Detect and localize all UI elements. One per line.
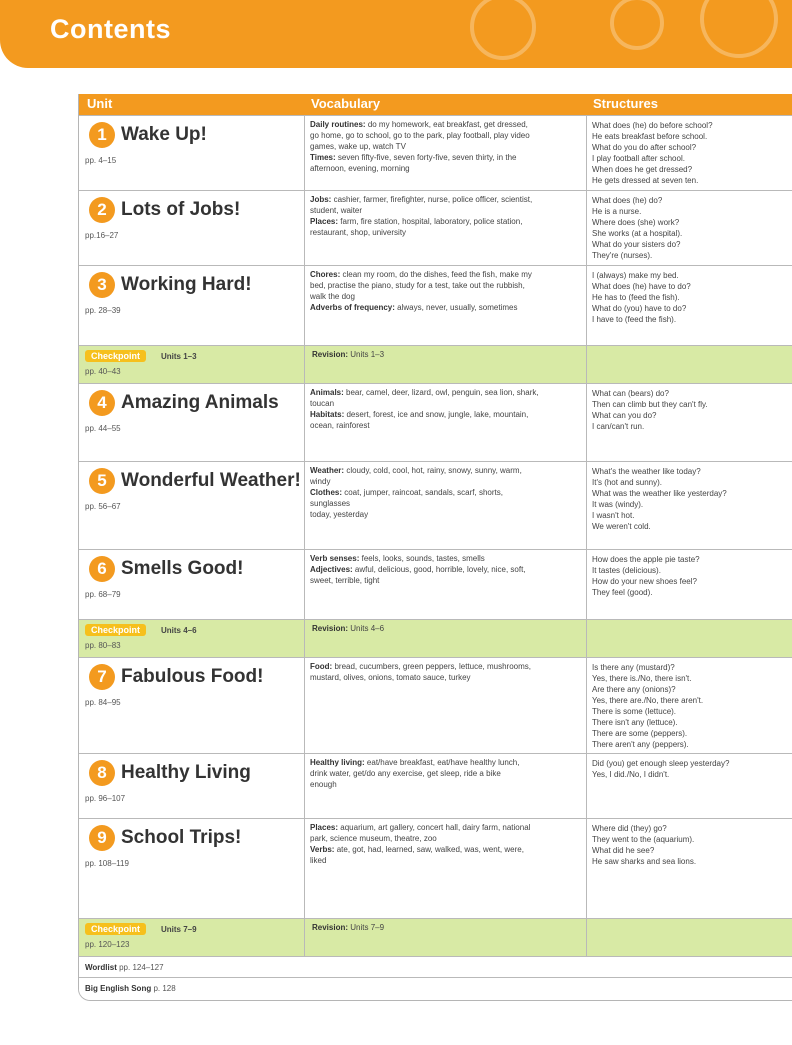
column-divider <box>586 919 587 957</box>
structure-line: He is a nurse. <box>592 207 642 216</box>
column-divider <box>304 550 305 620</box>
vocabulary-words: desert, forest, ice and snow, jungle, lake, mountain, <box>346 410 529 419</box>
vocabulary-category-label: Habitats: <box>310 410 345 419</box>
unit-title: Lots of Jobs! <box>121 199 241 220</box>
vocabulary-words: go home, go to school, go to the park, play football, play video <box>310 131 530 140</box>
vocabulary-words: enough <box>310 780 337 789</box>
vocabulary-line <box>310 409 582 420</box>
structure-line: He eats breakfast before school. <box>592 132 708 141</box>
checkpoint-badge: Checkpoint <box>85 350 146 362</box>
vocabulary-cell <box>310 119 582 174</box>
column-divider <box>586 658 587 754</box>
vocabulary-category-label: Verb senses: <box>310 554 360 563</box>
column-divider <box>586 191 587 266</box>
structure-line: What does (he) do? <box>592 196 663 205</box>
vocabulary-cell <box>310 387 582 431</box>
footer-label: Wordlist <box>85 963 117 972</box>
structure-line: They're (nurses). <box>592 251 653 260</box>
unit-title: Wake Up! <box>121 124 207 145</box>
song-entry <box>85 984 176 993</box>
unit-row <box>79 461 792 549</box>
unit-pages: pp. 84–95 <box>85 698 121 707</box>
contents-table <box>78 94 792 1001</box>
footer-row <box>79 977 792 1000</box>
column-divider <box>586 116 587 191</box>
vocabulary-words: mustard, olives, onions, tomato sauce, turkey <box>310 673 471 682</box>
unit-pages: pp. 44–55 <box>85 424 121 433</box>
structure-line: They went to the (aquarium). <box>592 835 695 844</box>
vocabulary-words: ate, got, had, learned, saw, walked, was, went, were, <box>336 845 524 854</box>
vocabulary-words: afternoon, evening, morning <box>310 164 410 173</box>
unit-pages: pp. 96–107 <box>85 794 126 803</box>
structures-cell <box>592 823 788 867</box>
structure-line: It was (windy). <box>592 500 644 509</box>
structure-line: He gets dressed at seven ten. <box>592 176 699 185</box>
vocabulary-cell <box>310 757 582 790</box>
header-banner <box>0 0 792 68</box>
vocabulary-category-label: Jobs: <box>310 195 332 204</box>
vocabulary-line <box>310 844 582 855</box>
unit-number-badge: 9 <box>89 825 115 851</box>
vocabulary-words: park, science museum, theatre, zoo <box>310 834 437 843</box>
vocabulary-category-label: Places: <box>310 217 339 226</box>
ring-decoration-icon <box>610 0 664 50</box>
vocabulary-line <box>310 779 582 790</box>
checkpoint-units: Units 7–9 <box>161 925 197 934</box>
revision-label: Revision: <box>312 624 349 633</box>
structures-cell <box>592 758 788 780</box>
vocabulary-line <box>310 227 582 238</box>
checkpoint-revision <box>312 923 384 932</box>
revision-units: Units 7–9 <box>350 923 385 932</box>
unit-title: Working Hard! <box>121 274 252 295</box>
structure-line: There aren't any (peppers). <box>592 740 689 749</box>
column-divider <box>586 620 587 658</box>
unit-row <box>79 818 792 918</box>
vocabulary-words: bread, cucumbers, green peppers, lettuce, mushrooms, <box>334 662 531 671</box>
vocabulary-line <box>310 661 582 672</box>
wordlist-entry <box>85 963 164 972</box>
vocabulary-category-label: Weather: <box>310 466 345 475</box>
structure-line: What does (he) do before school? <box>592 121 713 130</box>
vocabulary-words: clean my room, do the dishes, feed the fish, make my <box>342 270 532 279</box>
unit-number-badge: 6 <box>89 556 115 582</box>
vocabulary-line <box>310 194 582 205</box>
column-divider <box>586 550 587 620</box>
page-title: Contents <box>50 14 171 44</box>
vocabulary-words: eat/have breakfast, eat/have healthy lunch, <box>366 758 520 767</box>
vocabulary-words: ocean, rainforest <box>310 421 370 430</box>
vocabulary-line <box>310 672 582 683</box>
structures-cell <box>592 388 788 432</box>
vocabulary-line <box>310 216 582 227</box>
vocabulary-words: student, waiter <box>310 206 363 215</box>
checkpoint-pages: pp. 120–123 <box>85 940 130 949</box>
unit-title: Fabulous Food! <box>121 666 264 687</box>
vocabulary-words: drink water, get/do any exercise, get sleep, ride a bike <box>310 769 501 778</box>
vocabulary-words: awful, delicious, good, horrible, lovely, nice, soft, <box>354 565 526 574</box>
checkpoint-badge: Checkpoint <box>85 624 146 636</box>
vocabulary-words: restaurant, shop, university <box>310 228 407 237</box>
unit-row <box>79 190 792 265</box>
vocabulary-line <box>310 130 582 141</box>
vocabulary-words: toucan <box>310 399 335 408</box>
column-header-vocabulary: Vocabulary <box>311 96 381 111</box>
column-divider <box>304 919 305 957</box>
structure-line: What do your sisters do? <box>592 240 681 249</box>
column-header-unit: Unit <box>87 96 113 111</box>
column-divider <box>586 819 587 919</box>
unit-row <box>79 657 792 753</box>
structure-line: What does (he) have to do? <box>592 282 691 291</box>
vocabulary-words: coat, jumper, raincoat, sandals, scarf, shorts, <box>344 488 503 497</box>
vocabulary-words: sunglasses <box>310 499 351 508</box>
structure-line: What do (you) have to do? <box>592 304 687 313</box>
structures-cell <box>592 120 788 186</box>
column-header-structures: Structures <box>593 96 659 111</box>
column-divider <box>586 754 587 819</box>
vocabulary-cell <box>310 822 582 866</box>
vocabulary-line <box>310 855 582 866</box>
structure-line: I play football after school. <box>592 154 685 163</box>
structure-line: He has to (feed the fish). <box>592 293 680 302</box>
vocabulary-category-label: Clothes: <box>310 488 342 497</box>
vocabulary-category-label: Food: <box>310 662 333 671</box>
vocabulary-words: windy <box>310 477 331 486</box>
unit-number-badge: 8 <box>89 760 115 786</box>
structure-line: They feel (good). <box>592 588 653 597</box>
vocabulary-category-label: Places: <box>310 823 339 832</box>
vocabulary-category-label: Chores: <box>310 270 341 279</box>
vocabulary-line <box>310 509 582 520</box>
structure-line: What do you do after school? <box>592 143 697 152</box>
vocabulary-words: cloudy, cold, cool, hot, rainy, snowy, sunny, warm, <box>346 466 522 475</box>
column-divider <box>304 620 305 658</box>
table-header <box>79 94 792 115</box>
vocabulary-category-label: Animals: <box>310 388 344 397</box>
checkpoint-row <box>79 619 792 657</box>
revision-units: Units 4–6 <box>350 624 385 633</box>
column-divider <box>304 384 305 462</box>
structure-line: I wasn't hot. <box>592 511 635 520</box>
unit-number-badge: 2 <box>89 197 115 223</box>
checkpoint-pages: pp. 40–43 <box>85 367 121 376</box>
structure-line: How do your new shoes feel? <box>592 577 697 586</box>
structure-line: It's (hot and sunny). <box>592 478 663 487</box>
column-divider <box>304 754 305 819</box>
structures-cell <box>592 466 788 532</box>
vocabulary-cell <box>310 661 582 683</box>
vocabulary-line <box>310 291 582 302</box>
structure-line: Are there any (onions)? <box>592 685 676 694</box>
footer-pages: pp. 124–127 <box>119 963 164 972</box>
unit-pages: pp. 28–39 <box>85 306 121 315</box>
checkpoint-pages: pp. 80–83 <box>85 641 121 650</box>
structure-line: I (always) make my bed. <box>592 271 679 280</box>
vocabulary-words: bed, practise the piano, study for a test, take out the rubbish, <box>310 281 525 290</box>
vocabulary-cell <box>310 269 582 313</box>
vocabulary-line <box>310 822 582 833</box>
structure-line: There isn't any (lettuce). <box>592 718 678 727</box>
structure-line: What can (bears) do? <box>592 389 669 398</box>
vocabulary-line <box>310 280 582 291</box>
vocabulary-line <box>310 476 582 487</box>
vocabulary-words: sweet, terrible, tight <box>310 576 380 585</box>
unit-title: Amazing Animals <box>121 392 279 413</box>
unit-number-badge: 3 <box>89 272 115 298</box>
vocabulary-line <box>310 833 582 844</box>
structure-line: Where does (she) work? <box>592 218 680 227</box>
column-divider <box>586 384 587 462</box>
structure-line: What can you do? <box>592 411 657 420</box>
unit-row <box>79 115 792 190</box>
vocabulary-line <box>310 119 582 130</box>
vocabulary-words: aquarium, art gallery, concert hall, dairy farm, national <box>340 823 531 832</box>
vocabulary-line <box>310 487 582 498</box>
revision-label: Revision: <box>312 350 349 359</box>
structure-line: He saw sharks and sea lions. <box>592 857 697 866</box>
structure-line: What was the weather like yesterday? <box>592 489 727 498</box>
unit-row <box>79 383 792 461</box>
vocabulary-line <box>310 498 582 509</box>
vocabulary-words: farm, fire station, hospital, laboratory, police station, <box>340 217 523 226</box>
column-divider <box>304 191 305 266</box>
structure-line: There is some (lettuce). <box>592 707 677 716</box>
checkpoint-row <box>79 918 792 956</box>
column-divider <box>304 819 305 919</box>
vocabulary-category-label: Adverbs of frequency: <box>310 303 395 312</box>
checkpoint-revision <box>312 350 384 359</box>
unit-pages: pp. 68–79 <box>85 590 121 599</box>
column-divider <box>586 346 587 384</box>
vocabulary-words: do my homework, eat breakfast, get dressed, <box>367 120 528 129</box>
checkpoint-badge: Checkpoint <box>85 923 146 935</box>
vocabulary-line <box>310 564 582 575</box>
vocabulary-line <box>310 757 582 768</box>
revision-label: Revision: <box>312 923 349 932</box>
unit-pages: pp. 4–15 <box>85 156 117 165</box>
vocabulary-words: liked <box>310 856 327 865</box>
unit-row <box>79 753 792 818</box>
unit-title: Smells Good! <box>121 558 244 579</box>
unit-title: Wonderful Weather! <box>121 470 301 491</box>
unit-title: School Trips! <box>121 827 242 848</box>
unit-title: Healthy Living <box>121 762 251 783</box>
column-divider <box>304 346 305 384</box>
structures-cell <box>592 662 788 750</box>
unit-pages: pp. 56–67 <box>85 502 121 511</box>
structure-line: Yes, I did./No, I didn't. <box>592 770 670 779</box>
unit-row <box>79 265 792 345</box>
vocabulary-words: cashier, farmer, firefighter, nurse, police officer, scientist, <box>333 195 533 204</box>
column-divider <box>304 462 305 550</box>
vocabulary-category-label: Daily routines: <box>310 120 366 129</box>
checkpoint-units: Units 4–6 <box>161 626 197 635</box>
vocabulary-words: feels, looks, sounds, tastes, smells <box>361 554 485 563</box>
vocabulary-line <box>310 465 582 476</box>
vocabulary-words: today, yesterday <box>310 510 369 519</box>
unit-number-badge: 7 <box>89 664 115 690</box>
column-divider <box>586 462 587 550</box>
vocabulary-words: walk the dog <box>310 292 355 301</box>
vocabulary-line <box>310 575 582 586</box>
vocabulary-words: bear, camel, deer, lizard, owl, penguin, sea lion, shark, <box>346 388 539 397</box>
structure-line: What's the weather like today? <box>592 467 701 476</box>
structure-line: She works (at a hospital). <box>592 229 683 238</box>
vocabulary-line <box>310 205 582 216</box>
footer-label: Big English Song <box>85 984 152 993</box>
structures-cell <box>592 270 788 325</box>
vocabulary-line <box>310 141 582 152</box>
unit-number-badge: 5 <box>89 468 115 494</box>
structures-cell <box>592 554 788 598</box>
structure-line: Did (you) get enough sleep yesterday? <box>592 759 730 768</box>
vocabulary-category-label: Verbs: <box>310 845 335 854</box>
vocabulary-words: always, never, usually, sometimes <box>397 303 518 312</box>
vocabulary-line <box>310 269 582 280</box>
structure-line: There are some (peppers). <box>592 729 688 738</box>
vocabulary-line <box>310 420 582 431</box>
vocabulary-line <box>310 768 582 779</box>
vocabulary-cell <box>310 194 582 238</box>
vocabulary-category-label: Adjectives: <box>310 565 353 574</box>
unit-row <box>79 549 792 619</box>
checkpoint-row <box>79 345 792 383</box>
unit-pages: pp. 108–119 <box>85 859 129 868</box>
vocabulary-cell <box>310 553 582 586</box>
unit-number-badge: 4 <box>89 390 115 416</box>
vocabulary-category-label: Healthy living: <box>310 758 365 767</box>
checkpoint-units: Units 1–3 <box>161 352 197 361</box>
structure-line: How does the apple pie taste? <box>592 555 700 564</box>
column-divider <box>304 658 305 754</box>
structure-line: What did he see? <box>592 846 655 855</box>
column-divider <box>304 116 305 191</box>
vocabulary-line <box>310 302 582 313</box>
vocabulary-words: games, wake up, watch TV <box>310 142 406 151</box>
structure-line: When does he get dressed? <box>592 165 693 174</box>
structure-line: We weren't cold. <box>592 522 651 531</box>
vocabulary-line <box>310 163 582 174</box>
globe-decoration-icon <box>470 0 536 60</box>
vocabulary-line <box>310 387 582 398</box>
structure-line: Yes, there are./No, there aren't. <box>592 696 704 705</box>
structure-line: I have to (feed the fish). <box>592 315 677 324</box>
structure-line: Then can climb but they can't fly. <box>592 400 708 409</box>
vocabulary-cell <box>310 465 582 520</box>
column-divider <box>304 266 305 346</box>
structure-line: I can/can't run. <box>592 422 645 431</box>
structure-line: Where did (they) go? <box>592 824 667 833</box>
checkpoint-revision <box>312 624 384 633</box>
vocabulary-words: seven fifty-five, seven forty-five, seven thirty, in the <box>337 153 517 162</box>
vocabulary-line <box>310 398 582 409</box>
vocabulary-line <box>310 152 582 163</box>
structures-cell <box>592 195 788 261</box>
revision-units: Units 1–3 <box>350 350 385 359</box>
structure-line: Is there any (mustard)? <box>592 663 675 672</box>
structure-line: It tastes (delicious). <box>592 566 661 575</box>
vocabulary-category-label: Times: <box>310 153 336 162</box>
unit-pages: pp.16–27 <box>85 231 119 240</box>
vocabulary-line <box>310 553 582 564</box>
footer-pages: p. 128 <box>153 984 176 993</box>
ring-decoration-icon <box>700 0 778 58</box>
unit-number-badge: 1 <box>89 122 115 148</box>
footer-row <box>79 956 792 977</box>
column-divider <box>586 266 587 346</box>
structure-line: Yes, there is./No, there isn't. <box>592 674 692 683</box>
